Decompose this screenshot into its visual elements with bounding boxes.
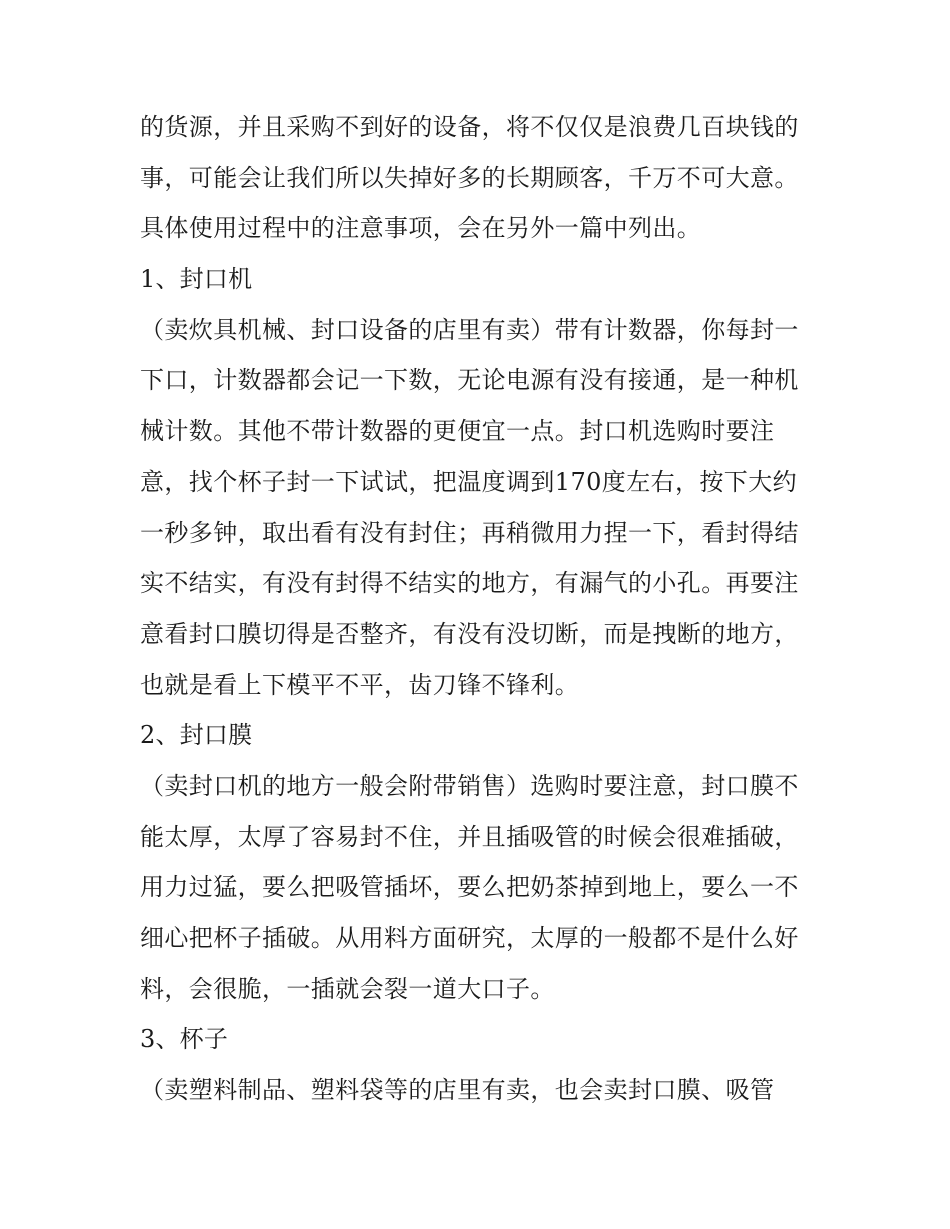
text-line-6: 下口，计数器都会记一下数，无论电源有没有接通，是一种机 — [140, 366, 799, 395]
text-line-16: 用力过猛，要么把吸管插坏，要么把奶茶掉到地上，要么一不 — [140, 873, 799, 902]
section-heading-sealing-film: 2、封口膜 — [140, 721, 253, 750]
text-line-1: 的货源，并且采购不到好的设备，将不仅仅是浪费几百块钱的 — [140, 113, 799, 141]
text-line-8: 意，找个杯子封一下试试，把温度调到170度左右，按下大约 — [140, 467, 798, 496]
section-heading-sealing-machine: 1、封口机 — [140, 265, 253, 294]
text-line-12: 也就是看上下模平不平，齿刀锋不锋利。 — [140, 670, 580, 699]
text-line-5: （卖炊具机械、封口设备的店里有卖）带有计数器，你每封一 — [140, 315, 799, 344]
text-line-10: 实不结实，有没有封得不结实的地方，有漏气的小孔。再要注 — [140, 569, 799, 598]
text-line-17: 细心把杯子插破。从用料方面研究，太厚的一般都不是什么好 — [140, 924, 799, 952]
text-line-14: （卖封口机的地方一般会附带销售）选购时要注意，封口膜不 — [140, 771, 799, 800]
text-line-11: 意看封口膜切得是否整齐，有没有没切断，而是拽断的地方， — [140, 619, 799, 648]
body-text — [140, 102, 820, 1116]
text-line-15: 能太厚，太厚了容易封不住，并且插吸管的时候会很难插破， — [140, 822, 799, 851]
text-line-3: 具体使用过程中的注意事项，会在另外一篇中列出。 — [140, 214, 702, 243]
text-line-9: 一秒多钟，取出看有没有封住；再稍微用力捏一下，看封得结 — [140, 518, 799, 547]
text-line-2: 事，可能会让我们所以失掉好多的长期顾客，千万不可大意。 — [140, 163, 799, 192]
text-line-20: （卖塑料制品、塑料袋等的店里有卖，也会卖封口膜、吸管 — [140, 1076, 775, 1105]
text-line-7: 械计数。其他不带计数器的更便宜一点。封口机选购时要注 — [140, 417, 775, 446]
section-heading-cups: 3、杯子 — [140, 1025, 229, 1054]
text-line-18: 料，会很脆，一插就会裂一道大口子。 — [140, 974, 555, 1003]
